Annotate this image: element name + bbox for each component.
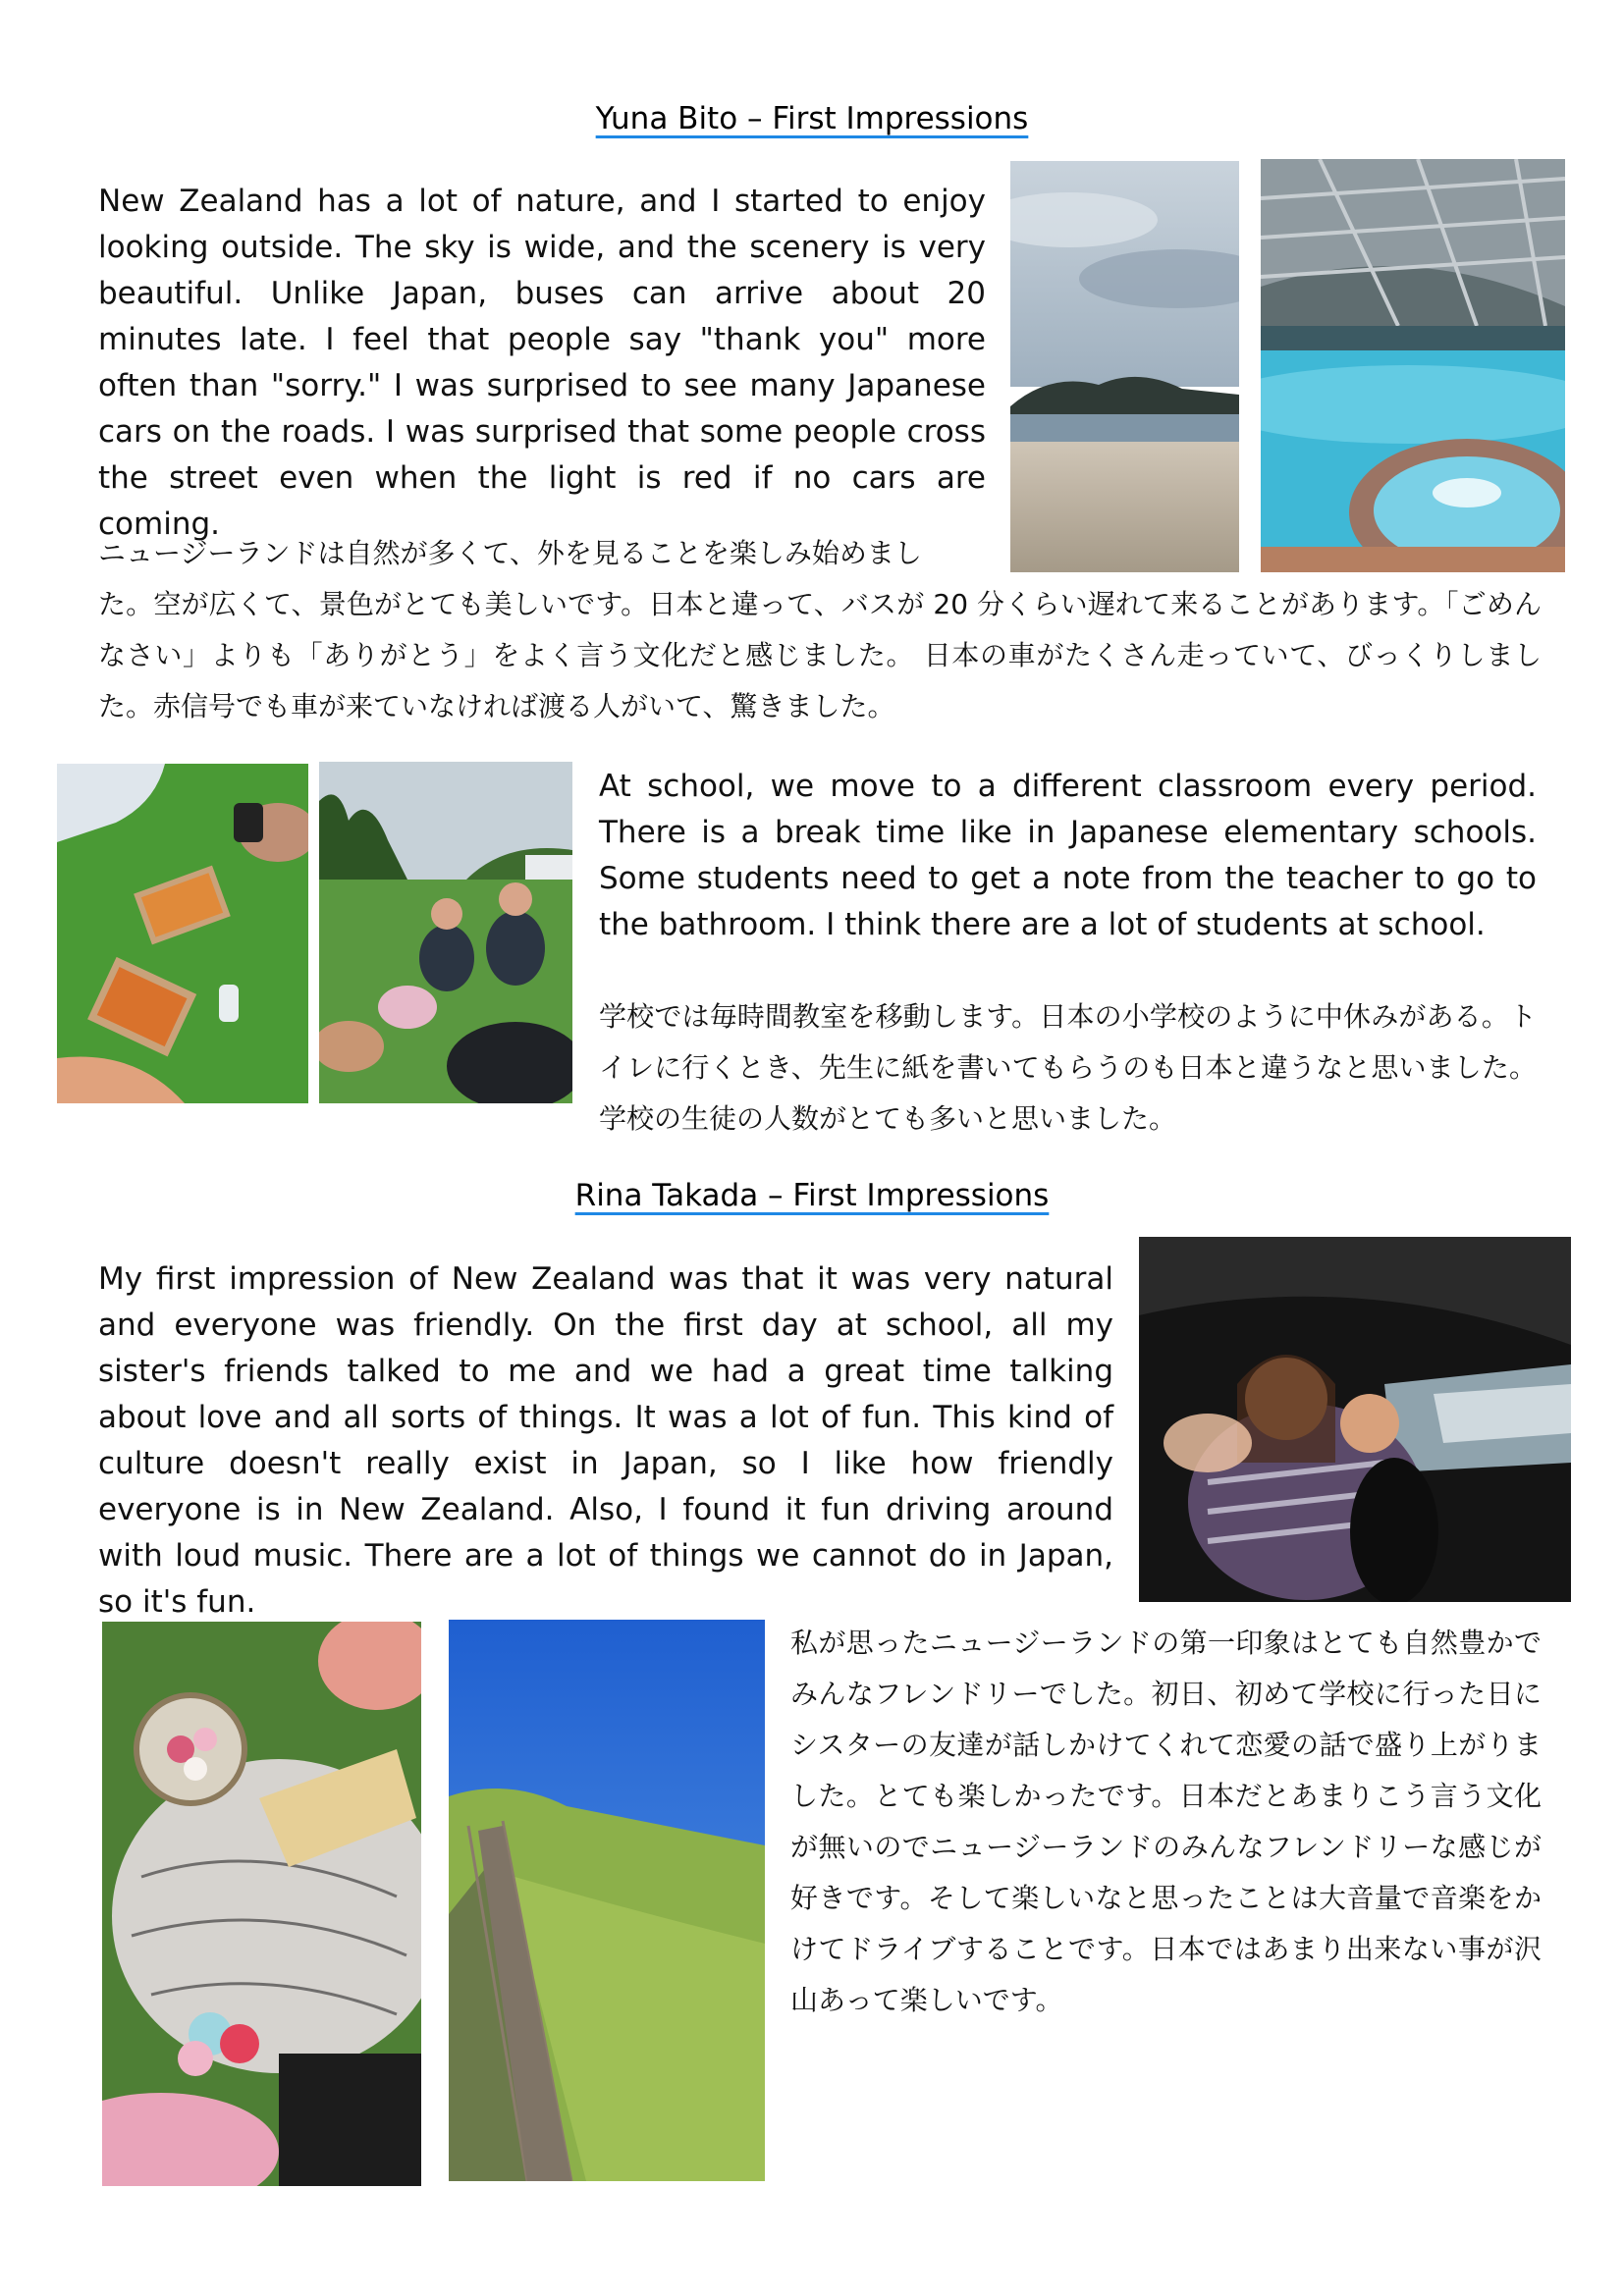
section1-japanese-paragraph: た。空が広くて、景色がとても美しいです。日本と違って、バスが 20 分くらい遅れて来ることがあります。「ごめんなさい」よりも「ありがとう」をよく言う文化だと感じました。 日本の車がたくさん走っていて、びっくりしました。赤信号でも車が来ていなければ渡る人がいて、驚きました。 <box>98 588 1542 722</box>
students-on-grass-photo <box>319 762 572 1103</box>
hill-boardwalk-photo <box>449 1620 765 2181</box>
picnic-food-photo <box>57 764 308 1103</box>
section1-english-paragraph: New Zealand has a lot of nature, and I started to enjoy looking outside. The sky is wide, and the scenery is very beautiful. Unlike Japan, buses can arrive about 20 minutes late. I feel that people say "thank you" more often than "sorry." I was surprised to see many Japanese cars on the roads. I was surprised that some people cross the street even when the light is red if no cars are coming. <box>98 184 986 542</box>
section2-english-paragraph: My first impression of New Zealand was that it was very natural and everyone was friendly. On the first day at school, all my sister's friends talked to me and we had a great time talking about love and all sorts of things. It was a lot of fun. This kind of culture doesn't really exist in Japan, so I like how friendly everyone is in New Zealand. Also, I found it fun driving around with loud music. There are a lot of things we cannot do in Japan, so it's fun. <box>98 1261 1113 1620</box>
section1-school-japanese: 学校では毎時間教室を移動します。日本の小学校のように中休みがある。トイレに行くとき、先生に紙を書いてもらうのも日本と違うなと思いました。学校の生徒の人数がとても多いと思いました。 <box>599 1000 1537 1135</box>
section1-school-english: At school, we move to a different classroom every period. There is a break time like in Japanese elementary schools. Some students need to get a note from the teacher to go to the bathroom. I think there are a lot of students at school. <box>599 769 1537 942</box>
car-selfie-photo <box>1139 1237 1571 1602</box>
flower-crafts-photo <box>102 1622 421 2186</box>
indoor-pool-photo <box>1261 159 1565 572</box>
section1-japanese-line1: ニュージーランドは自然が多くて、外を見ることを楽しみ始めまし <box>98 537 922 569</box>
beach-photo <box>1010 161 1239 572</box>
section1-title: Yuna Bito – First Impressions <box>595 101 1029 136</box>
section2-japanese-paragraph: 私が思ったニュージーランドの第一印象はとても自然豊かでみんなフレンドリーでした。初日、初めて学校に行った日にシスターの友達が話しかけてくれて恋愛の話で盛り上がりました。とても楽しかったです。日本だとあまりこう言う文化が無いのでニュージーランドのみんなフレンドリーな感じが好きです。そして楽しいなと思ったことは大音量で音楽をかけてドライブすることです。日本ではあまり出来ない事が沢山あって楽しいです。 <box>790 1627 1542 2016</box>
section2-title: Rina Takada – First Impressions <box>574 1178 1050 1213</box>
